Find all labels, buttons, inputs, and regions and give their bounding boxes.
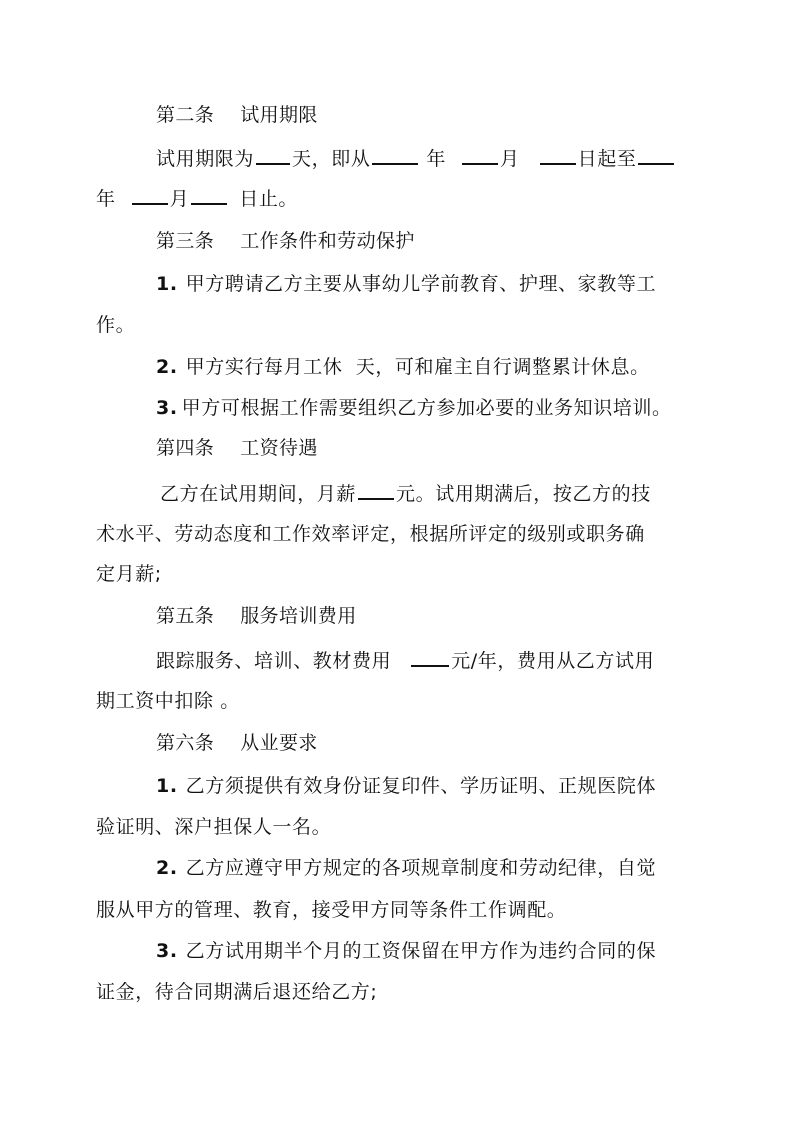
item-text: 乙方须提供有效身份证复印件、学历证明、正规医院体 bbox=[185, 775, 657, 797]
text-segment: 乙方在试用期间，月薪 bbox=[160, 483, 357, 505]
fill-blank-month bbox=[462, 146, 498, 165]
article-2-line-1 bbox=[156, 146, 676, 171]
article-4-line-3 bbox=[96, 562, 162, 586]
article-5-heading bbox=[156, 604, 357, 628]
article-number: 第六条 bbox=[156, 732, 215, 754]
text-segment: 年 bbox=[426, 148, 447, 170]
article-title: 从业要求 bbox=[240, 732, 318, 754]
item-text: 证金，待合同期满后退还给乙方; bbox=[96, 981, 378, 1003]
text-segment: 期工资中扣除 。 bbox=[96, 690, 240, 712]
text-segment: 日起至 bbox=[577, 148, 637, 170]
article-number: 第五条 bbox=[156, 605, 215, 627]
article-title: 工作条件和劳动保护 bbox=[240, 230, 415, 252]
item-text: 作。 bbox=[96, 314, 136, 336]
fill-blank-end-month bbox=[132, 186, 168, 205]
item-number: 1. bbox=[156, 775, 178, 797]
article-2-heading bbox=[156, 103, 318, 127]
fill-blank-end-year bbox=[638, 146, 674, 165]
article-6-item-2-line-2 bbox=[96, 898, 566, 922]
text-segment: 月 bbox=[169, 188, 190, 210]
article-3-item-1-line-1 bbox=[156, 272, 656, 296]
fill-blank-end-day bbox=[191, 186, 227, 205]
article-6-item-3-line-1 bbox=[156, 939, 656, 963]
text-segment: 试用期限为 bbox=[156, 148, 255, 170]
item-text: 乙方应遵守甲方规定的各项规章制度和劳动纪律，自觉 bbox=[185, 857, 657, 879]
item-text: 甲方可根据工作需要组织乙方参加必要的业务知识培训。 bbox=[181, 397, 672, 419]
article-4-line-1 bbox=[160, 481, 651, 506]
item-text: 验证明、深户担保人一名。 bbox=[96, 816, 332, 838]
article-6-item-1-line-2 bbox=[96, 815, 331, 839]
article-3-item-3 bbox=[156, 396, 672, 420]
article-6-heading bbox=[156, 731, 318, 755]
text-segment: 元。试用期满后，按乙方的技 bbox=[396, 483, 651, 505]
article-4-heading bbox=[156, 436, 318, 460]
text-segment: 月 bbox=[500, 148, 520, 170]
article-4-line-2 bbox=[96, 522, 645, 546]
item-number: 2. bbox=[156, 857, 178, 879]
text-segment: 定月薪; bbox=[96, 563, 162, 585]
item-number: 3. bbox=[156, 940, 178, 962]
item-text: 乙方试用期半个月的工资保留在甲方作为违约合同的保 bbox=[185, 940, 657, 962]
article-5-line-2 bbox=[96, 689, 240, 713]
article-title: 服务培训费用 bbox=[240, 605, 357, 627]
article-6-item-1-line-1 bbox=[156, 774, 656, 798]
text-segment: 元/年，费用从乙方试用 bbox=[451, 650, 655, 672]
item-number: 2. bbox=[156, 356, 178, 378]
fill-blank-day bbox=[540, 146, 576, 165]
item-number: 3. bbox=[156, 397, 178, 419]
fill-blank-salary bbox=[358, 481, 394, 500]
article-2-line-2 bbox=[96, 186, 298, 211]
text-segment: 跟踪服务、培训、教材费用 bbox=[156, 650, 392, 672]
fill-blank-fee bbox=[411, 648, 449, 667]
fill-blank-year bbox=[372, 146, 418, 165]
article-title: 试用期限 bbox=[240, 104, 318, 126]
article-6-item-3-line-2 bbox=[96, 980, 377, 1004]
item-text: 甲方实行每月工休 天，可和雇主自行调整累计休息。 bbox=[185, 356, 650, 378]
article-title: 工资待遇 bbox=[240, 437, 318, 459]
article-5-line-1 bbox=[156, 648, 654, 673]
article-3-heading bbox=[156, 229, 415, 253]
article-6-item-2-line-1 bbox=[156, 856, 656, 880]
article-number: 第三条 bbox=[156, 230, 215, 252]
item-text: 服从甲方的管理、教育，接受甲方同等条件工作调配。 bbox=[96, 899, 567, 921]
text-segment: 天，即从 bbox=[292, 148, 371, 170]
text-segment: 年 bbox=[96, 188, 116, 210]
article-3-item-2 bbox=[156, 355, 650, 379]
article-number: 第四条 bbox=[156, 437, 215, 459]
text-segment: 日止。 bbox=[239, 188, 299, 210]
article-number: 第二条 bbox=[156, 104, 215, 126]
fill-blank-days bbox=[256, 146, 290, 165]
article-3-item-1-line-2 bbox=[96, 313, 135, 337]
item-number: 1. bbox=[156, 273, 178, 295]
text-segment: 术水平、劳动态度和工作效率评定，根据所评定的级别或职务确 bbox=[96, 523, 645, 545]
item-text: 甲方聘请乙方主要从事幼儿学前教育、护理、家教等工 bbox=[185, 273, 657, 295]
